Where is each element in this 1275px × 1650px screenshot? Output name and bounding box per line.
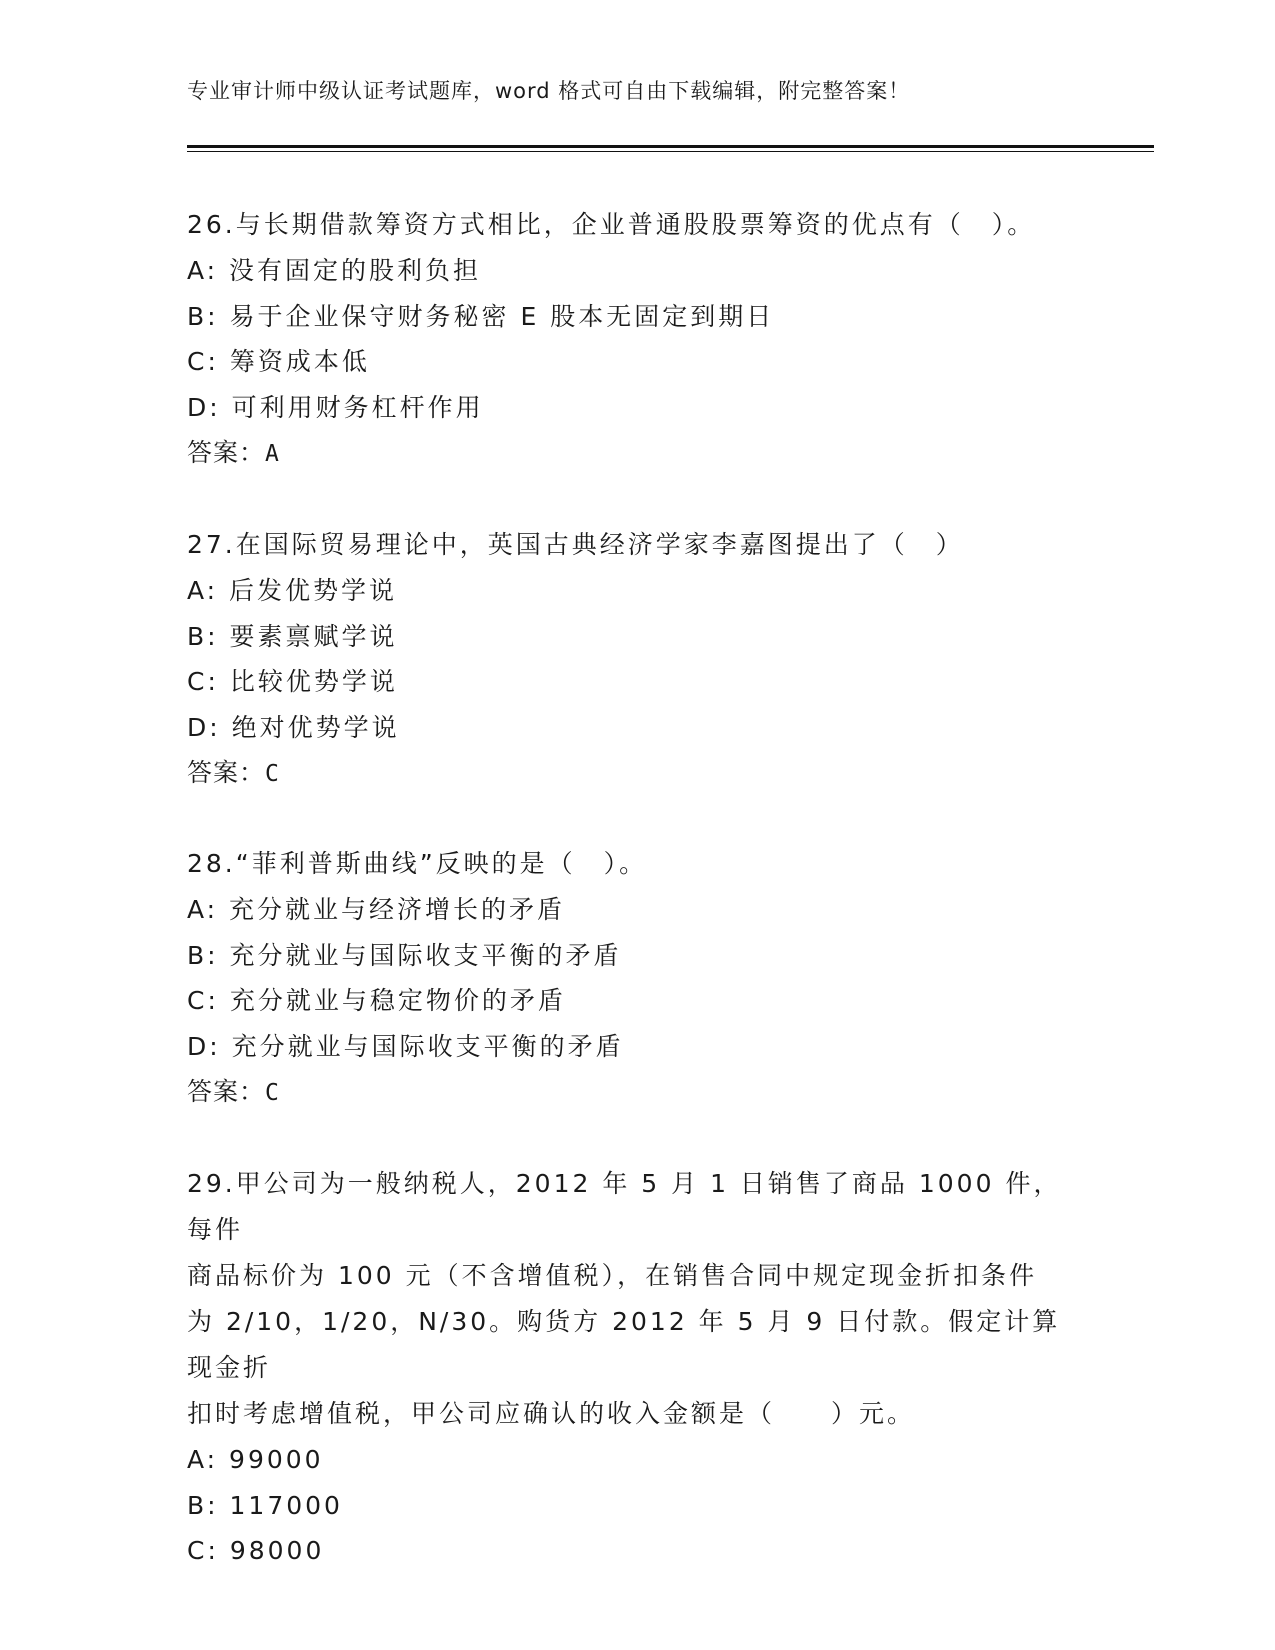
option-a: A: 99000: [187, 1445, 324, 1474]
question-26: [187, 202, 1087, 478]
answer: [187, 430, 1087, 478]
page-header: 专业审计师中级认证考试题库，word 格式可自由下载编辑，附完整答案！: [187, 79, 911, 103]
question-stem: 26.与长期借款筹资方式相比，企业普通股股票筹资的优点有（ ）。: [187, 210, 1036, 239]
option-a: A: 后发优势学说: [187, 576, 398, 605]
option-c: C: 筹资成本低: [187, 347, 370, 376]
option-c: C: 98000: [187, 1536, 325, 1565]
option-c: C: 充分就业与稳定物价的矛盾: [187, 986, 566, 1015]
option-b: B: 易于企业保守财务秘密 E 股本无固定到期日: [187, 301, 775, 331]
question-stem-line-4: 扣时考虑增值税，甲公司应确认的收入金额是（ ）元。: [187, 1399, 916, 1428]
option-d: D: 可利用财务杠杆作用: [187, 392, 484, 422]
question-27: [187, 522, 1087, 798]
answer-value: C: [265, 1080, 280, 1106]
answer-label: 答案：: [187, 1077, 266, 1106]
option-b: B: 充分就业与国际收支平衡的矛盾: [187, 940, 622, 970]
question-stem-line-3: 为 2/10，1/20，N/30。购货方 2012 年 5 月 9 日付款。假定计算现金折: [187, 1307, 1061, 1382]
option-c: C: 比较优势学说: [187, 667, 398, 696]
question-29: [187, 1161, 1087, 1574]
question-stem-line-1: 29.甲公司为一般纳税人，2012 年 5 月 1 日销售了商品 1000 件，每件: [187, 1169, 1062, 1244]
answer-value: A: [265, 441, 280, 467]
header-divider-thin: [187, 151, 1154, 152]
question-stem-line-2: 商品标价为 100 元（不含增值税），在销售合同中规定现金折扣条件: [187, 1261, 1038, 1290]
header-divider-thick: [187, 145, 1154, 148]
answer-value: C: [265, 761, 280, 787]
option-d: D: 绝对优势学说: [187, 712, 400, 742]
question-28: [187, 841, 1087, 1117]
option-d: D: 充分就业与国际收支平衡的矛盾: [187, 1031, 624, 1061]
option-b: B: 117000: [187, 1490, 343, 1520]
answer-label: 答案：: [187, 758, 266, 787]
answer-label: 答案：: [187, 438, 266, 467]
option-a: A: 没有固定的股利负担: [187, 256, 482, 285]
answer: [187, 1069, 1087, 1117]
question-stem: 27.在国际贸易理论中，英国古典经济学家李嘉图提出了（ ）: [187, 530, 964, 559]
answer: [187, 750, 1087, 798]
option-a: A: 充分就业与经济增长的矛盾: [187, 895, 566, 924]
question-stem: 28.“菲利普斯曲线”反映的是（ ）。: [187, 849, 648, 878]
option-b: B: 要素禀赋学说: [187, 621, 398, 651]
